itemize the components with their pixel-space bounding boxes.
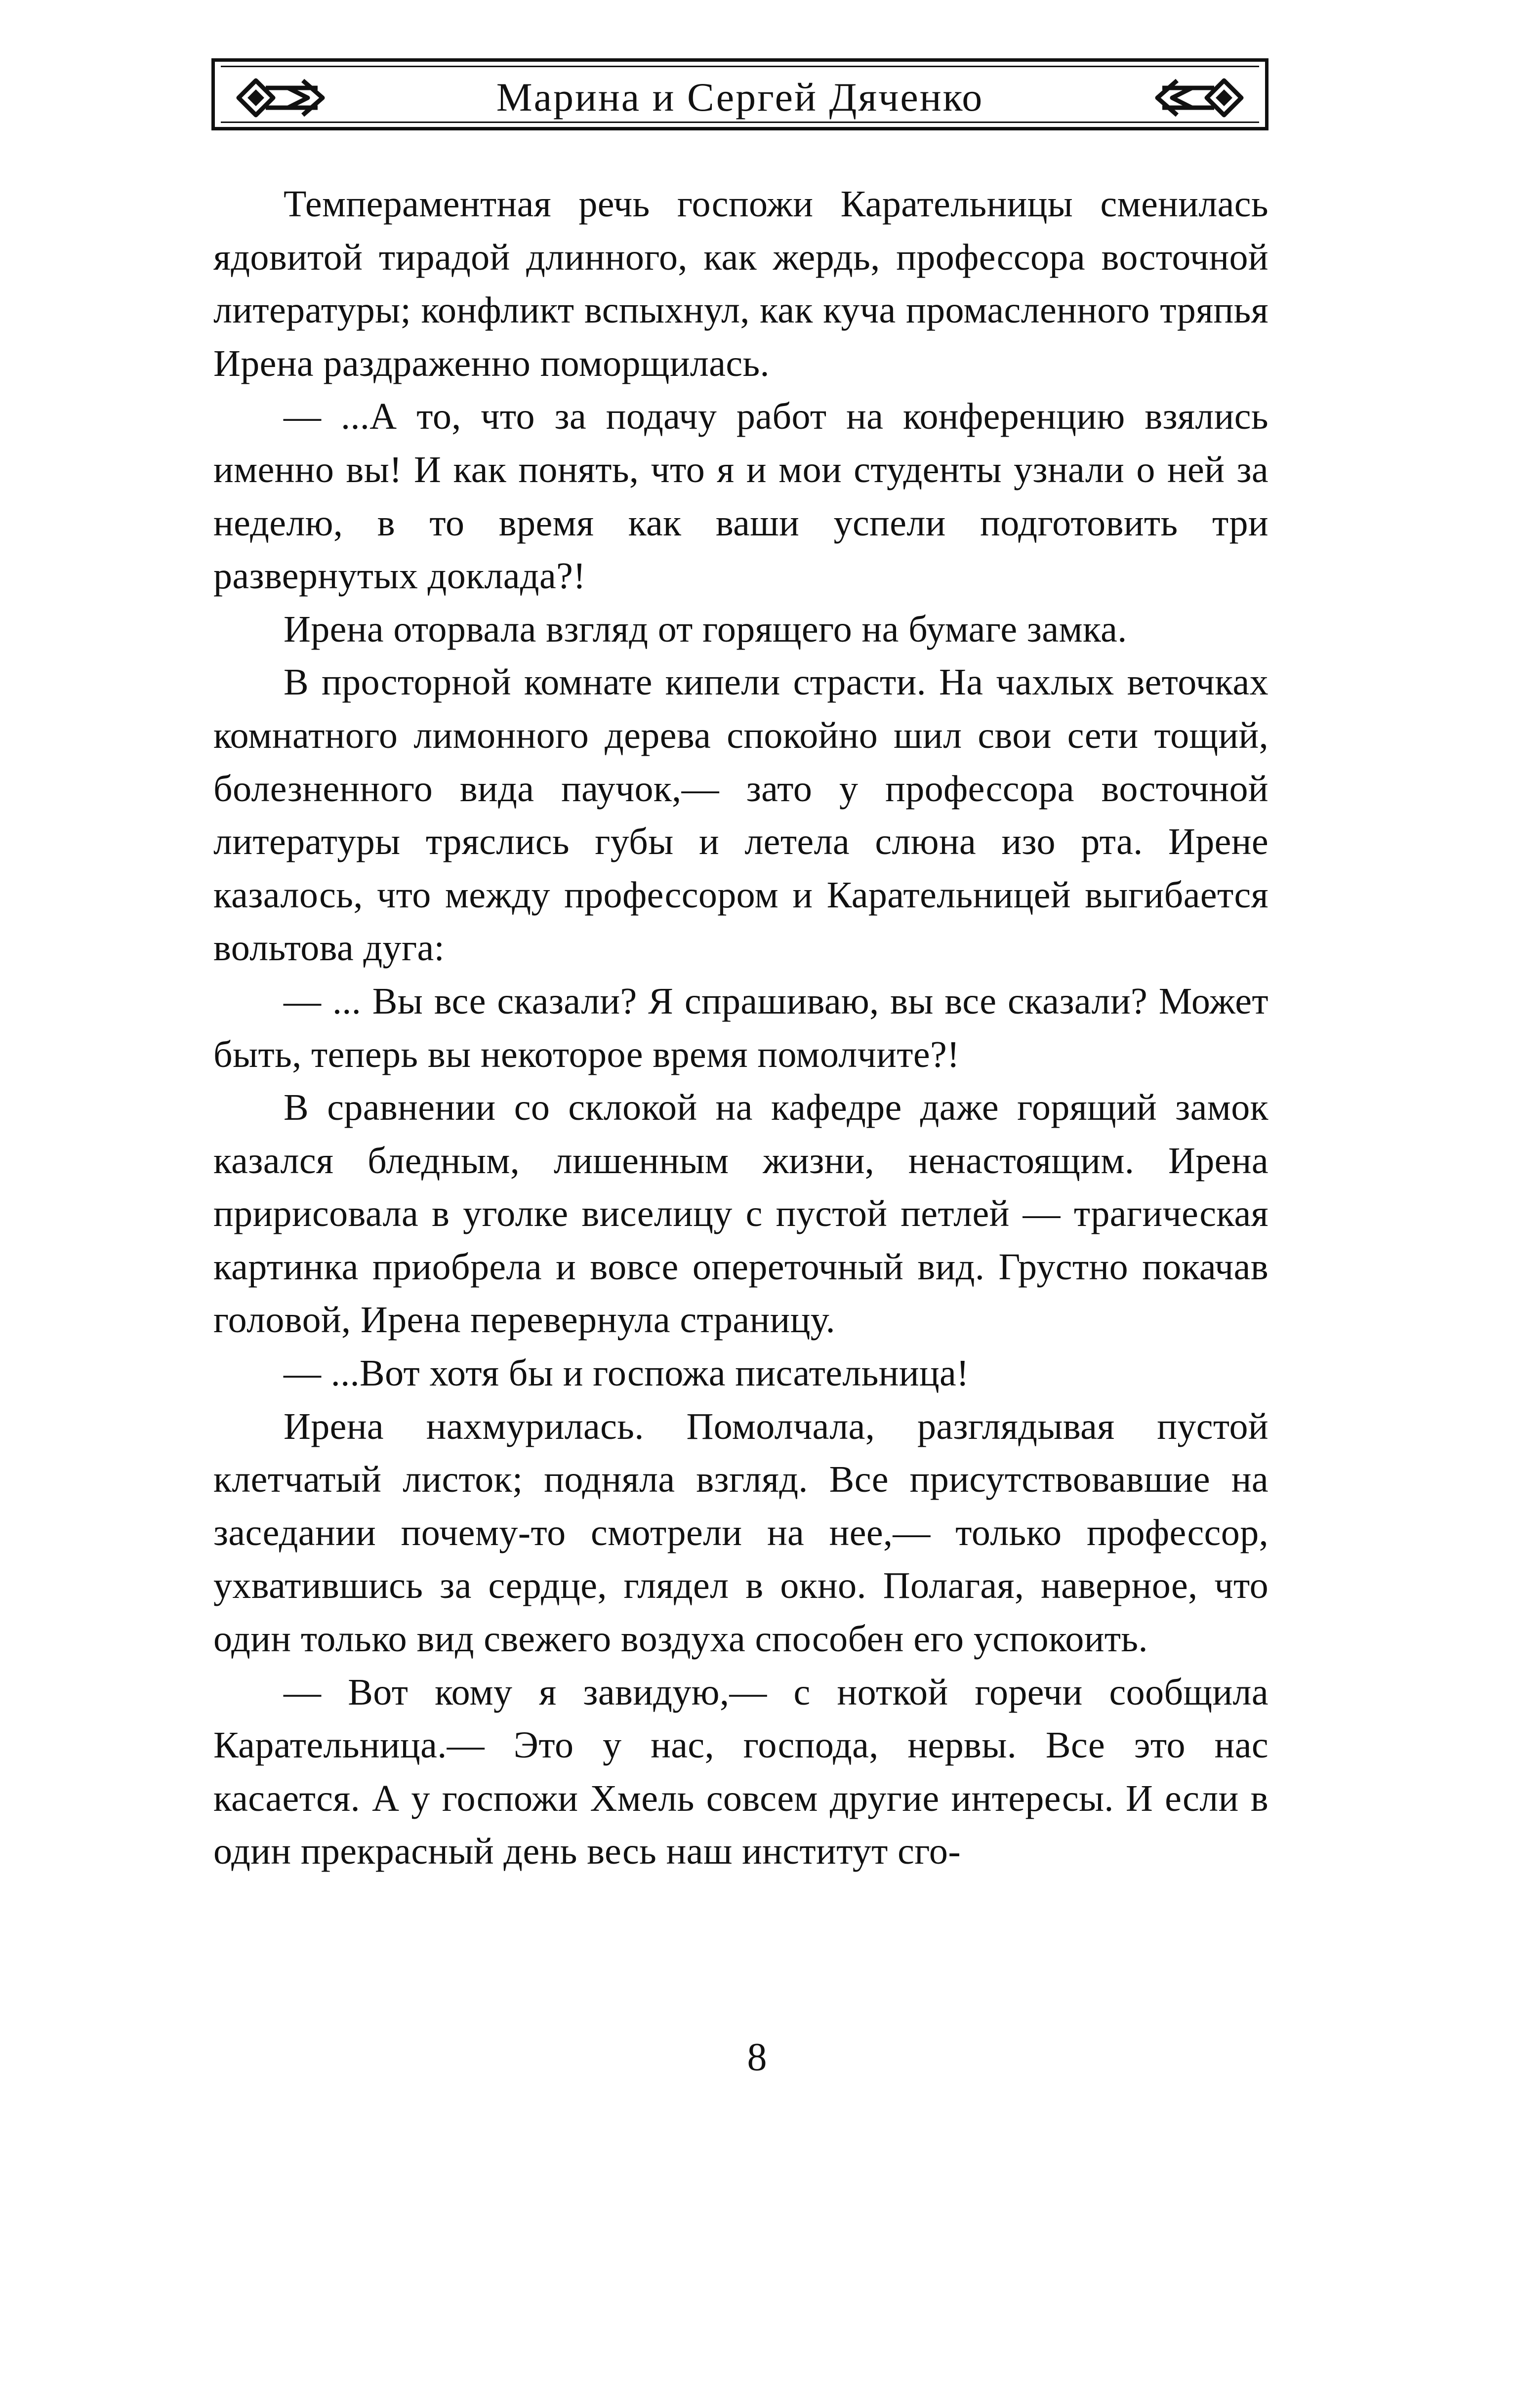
- paragraph: — ... Вы все сказали? Я спрашиваю, вы все сказали? Может быть, теперь вы некоторое время помолчите?!: [213, 980, 1268, 1075]
- body-text: [213, 178, 1268, 1878]
- running-head: [211, 58, 1268, 130]
- running-head-title: Марина и Сергей Дяченко: [496, 75, 984, 120]
- paragraph: В сравнении со склокой на кафедре даже горящий замок казался бледным, лишенным жизни, ненастоящим. Ирена пририсовала в уголке виселицу с пустой петлей — трагическая картинка приобрела и вовсе опереточный вид. Грустно покачав головой, Ирена перевернула страницу.: [213, 1087, 1268, 1341]
- paragraph: Темпераментная речь госпожи Карательницы сменилась ядовитой тирадой длинного, как жердь, профессора восточной литературы; конфликт вспыхнул, как куча промасленного тряпья Ирена раздраженно поморщилась.: [213, 183, 1268, 384]
- paragraph: — ...Вот хотя бы и госпожа писательница!: [284, 1352, 969, 1394]
- paragraph: Ирена оторвала взгляд от горящего на бумаге замка.: [284, 608, 1127, 650]
- paragraph: — Вот кому я завидую,— с ноткой горечи сообщила Карательница.— Это у нас, господа, нервы. Все это нас касается. А у госпожи Хмель совсем другие интересы. И если в один прекрасный день весь наш институт сго-: [213, 1671, 1268, 1873]
- paragraph: — ...А то, что за подачу работ на конференцию взялись именно вы! И как понять, что я и мои студенты узнали о ней за неделю, в то время как ваши успели подготовить три развернутых доклада?!: [213, 396, 1268, 597]
- paragraph: Ирена нахмурилась. Помолчала, разглядывая пустой клетчатый листок; подняла взгляд. Все присутствовавшие на заседании почему-то смотрели на нее,— только профессор, ухватившись за сердце, глядел в окно. Полагая, наверное, что один только вид свежего воздуха способен его успокоить.: [213, 1405, 1268, 1660]
- page-number: 8: [747, 2036, 767, 2079]
- knot-ornament-icon: [1152, 71, 1251, 125]
- paragraph: В просторной комнате кипели страсти. На чахлых веточках комнатного лимонного дерева спокойно шил свои сети тощий, болезненного вида паучок,— зато у профессора восточной литературы тряслись губы и летела слюна изо рта. Ирене казалось, что между профессором и Карательницей выгибается вольтова дуга:: [213, 661, 1268, 969]
